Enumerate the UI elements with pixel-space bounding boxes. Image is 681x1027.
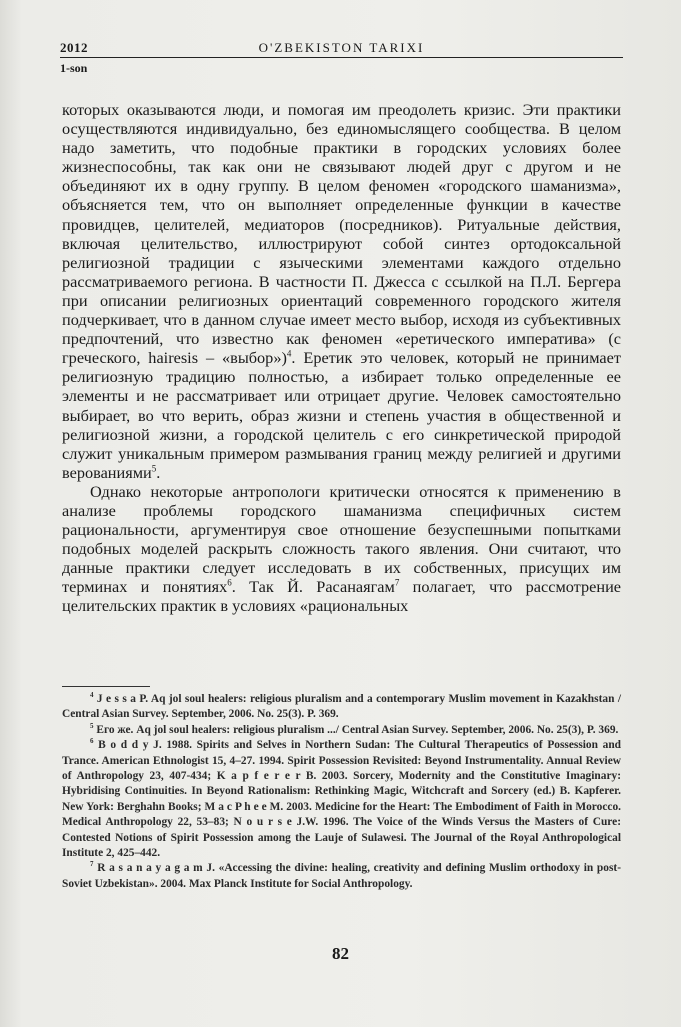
paragraph-2-text-a: Однако некоторые антропологи критически относятся к применению в анализе проблемы городского шаманизма специфичных систем рациональности, аргументируя свое отношение безуспешными попытками подобных моделей раскрыть сложность такого явления. Они считают, что данные практики следует исследовать в их собственных, присущих им терминах и понятиях xyxy=(62,481,621,597)
header-year: 2012 xyxy=(60,40,88,55)
footnote-number: 6 xyxy=(90,737,94,746)
paragraph-2-text-c: полагает, что рассмотрение целительских практик в условиях «рациональных xyxy=(62,577,622,616)
main-text xyxy=(62,100,621,616)
footnote-text: Его же. Aq jol soul healers: religious pluralism .../ Central Asian Survey. September, 2006. No. 25(3), P. 369. xyxy=(96,723,619,736)
header-rule xyxy=(60,57,623,58)
header-journal-title: O'ZBEKISTON TARIXI xyxy=(258,40,425,55)
paragraph-1 xyxy=(62,100,621,482)
paragraph-1-text-a: которых оказываются люди, и помогая им преодолеть кризис. Эти практики осуществляются индивидуально, без единомыслящего сообщества. В целом надо заметить, что подобные практики в городских условиях более жизнеспособны, так как они не связывают людей друг с другом и не объединяют их в одну группу. В целом феномен «городского шаманизма», объясняется тем, что он выполняет определенные функции в качестве провидцев, целителей, медиаторов (посредников). Ритуальные действия, включая целительство, иллюстрируют собой синтез ортодоксальной религиозной традиции с языческими элементами каждого отдельно рассматриваемого региона. В частности П. Джесса с ссылкой на П.Л. Бергера при описании религиозных ориентаций современного городского жителя подчеркивает, что в данном случае имеет место выбор, исходя из субъективных предпочтений, что известно как феномен «еретического императива» (с греческого, hairesis – «выбор») xyxy=(62,100,621,368)
footnote-text: R a s a n a y a g a m J. «Accessing the divine: healing, creativity and defining Muslim orthodoxy in post-Soviet Uzbekistan». 2004. Max Planck Institute for Social Anthropology. xyxy=(62,862,621,890)
footnote-ref-7[interactable]: 7 xyxy=(394,577,400,588)
footnote xyxy=(62,861,621,892)
footnote-number: 5 xyxy=(90,722,94,731)
footnote-text: J e s s a P. Aq jol soul healers: religious pluralism and a contemporary Muslim movement in Kazakhstan / Central Asian Survey. September, 2006. No. 25(3). P. 369. xyxy=(62,693,621,721)
footnote-text: B o d d y J. 1988. Spirits and Selves in Northern Sudan: The Cultural Therapeutics of Possession and Trance. American Ethnologist 15, 4–27. 1994. Spirit Possession Revisited: Beyond Instrumentality. Annual Review of Anthropology 23, 407-434; K a p f e r e r B. 2003. Sorcery, Modernity and the Constitutive Imaginary: Hybridising Continuities. In Beyond Rationalism: Rethinking Magic, Witchcraft and Sorcery (ed.) B. Kapferer. New York: Berghahn Books; M a c P h e e M. 2003. Medicine for the Heart: The Embodiment of Faith in Morocco. Medical Anthropology 22, 53–83; N o u r s e J.W. 1996. The Voice of the Winds Versus the Masters of Cure: Contested Notions of Spirit Possession among the Lauje of Sulawesi. The Journal of the Royal Anthropological Institute 2, 425–442. xyxy=(62,739,621,860)
paragraph-2-text-b: . Так Й. Расанаягам xyxy=(231,577,395,597)
header-issue: 1-son xyxy=(60,61,88,75)
paragraph-2 xyxy=(62,482,621,616)
footnote xyxy=(62,723,621,738)
footnotes xyxy=(62,692,621,892)
running-header xyxy=(60,40,623,75)
footnote-ref-4[interactable]: 4 xyxy=(286,348,292,359)
footnote xyxy=(62,692,621,723)
page-number: 82 xyxy=(332,944,349,963)
footnote-number: 7 xyxy=(90,860,94,869)
paragraph-1-text-b: . Еретик это человек, который не принимает религиозную традицию полностью, а избирает только определенные ее элементы и не рассматривает или отрицает другие. Человек самостоятельно выбирает, во что верить, образ жизни и степень участия в общественной и религиозной жизни, а городской целитель с его синкретической природой служит уникальным примером размывания границ между религией и другими верованиями xyxy=(62,348,621,482)
footnote xyxy=(62,738,621,861)
footnote-separator xyxy=(62,686,150,687)
paragraph-1-text-c: . xyxy=(156,462,161,482)
footnote-ref-5[interactable]: 5 xyxy=(151,463,157,474)
footnote-ref-6[interactable]: 6 xyxy=(227,577,232,588)
footnote-number: 4 xyxy=(90,691,94,700)
